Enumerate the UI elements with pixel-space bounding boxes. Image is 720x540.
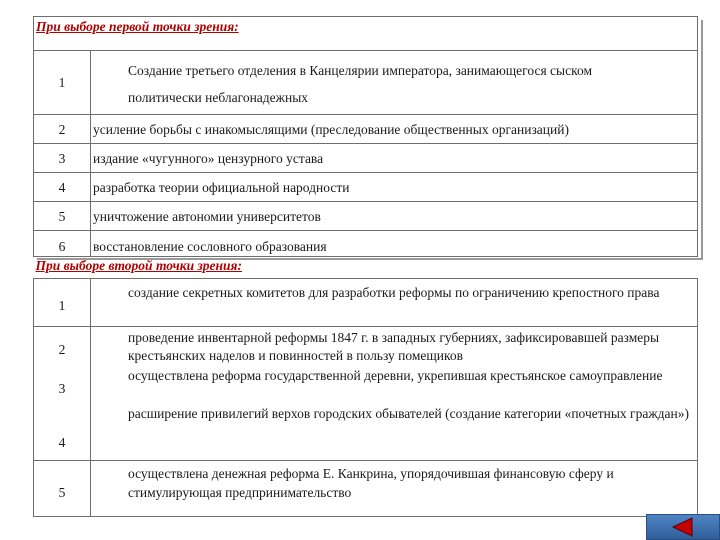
row-number: 2 [34,115,91,144]
row-text: восстановление сословного образования [91,231,698,257]
table-row [34,115,698,144]
row-text: создание секретных комитетов для разработки реформы по ограничению крепостного права [91,278,698,326]
row-text: разработка теории официальной народности [91,173,698,202]
second-viewpoint-header: При выборе второй точки зрения: [34,256,698,278]
second-viewpoint-table [33,256,698,517]
row-number: 5 [34,202,91,231]
row-number: 2 [34,326,91,365]
table-row [34,51,698,115]
table-row [34,326,698,365]
row-text: Создание третьего отделения в Канцелярии императора, занимающегося сыском политически неблагонадежных [91,51,698,115]
back-button[interactable] [646,514,720,540]
row-number: 1 [34,278,91,326]
row-number: 4 [34,403,91,461]
first-viewpoint-table [33,16,698,257]
first-viewpoint-header: При выборе первой точки зрения: [34,17,698,51]
row-text: осуществлена денежная реформа Е. Канкрина, упорядочившая финансовую сферу и стимулирующая предпринимательство [91,461,698,517]
table-row [34,173,698,202]
table-row [34,365,698,403]
table-row [34,231,698,257]
row-number: 3 [34,144,91,173]
table-row [34,461,698,517]
table-row [34,144,698,173]
row-text: осуществлена реформа государственной деревни, укрепившая крестьянское самоуправление [91,365,698,403]
row-text: уничтожение автономии университетов [91,202,698,231]
table-row [34,278,698,326]
row-text: расширение привилегий верхов городских обывателей (создание категории «почетных граждан») [91,403,698,461]
row-number: 6 [34,231,91,257]
table-row [34,202,698,231]
row-number: 5 [34,461,91,517]
triangle-left-icon [668,516,698,538]
row-text: издание «чугунного» цензурного устава [91,144,698,173]
row-number: 4 [34,173,91,202]
row-number: 3 [34,365,91,403]
table-row [34,403,698,461]
row-text: проведение инвентарной реформы 1847 г. в западных губерниях, зафиксировавшей размеры крестьянских наделов и повинностей в пользу помещиков [91,326,698,365]
row-number: 1 [34,51,91,115]
row-text: усиление борьбы с инакомыслящими (преследование общественных организаций) [91,115,698,144]
